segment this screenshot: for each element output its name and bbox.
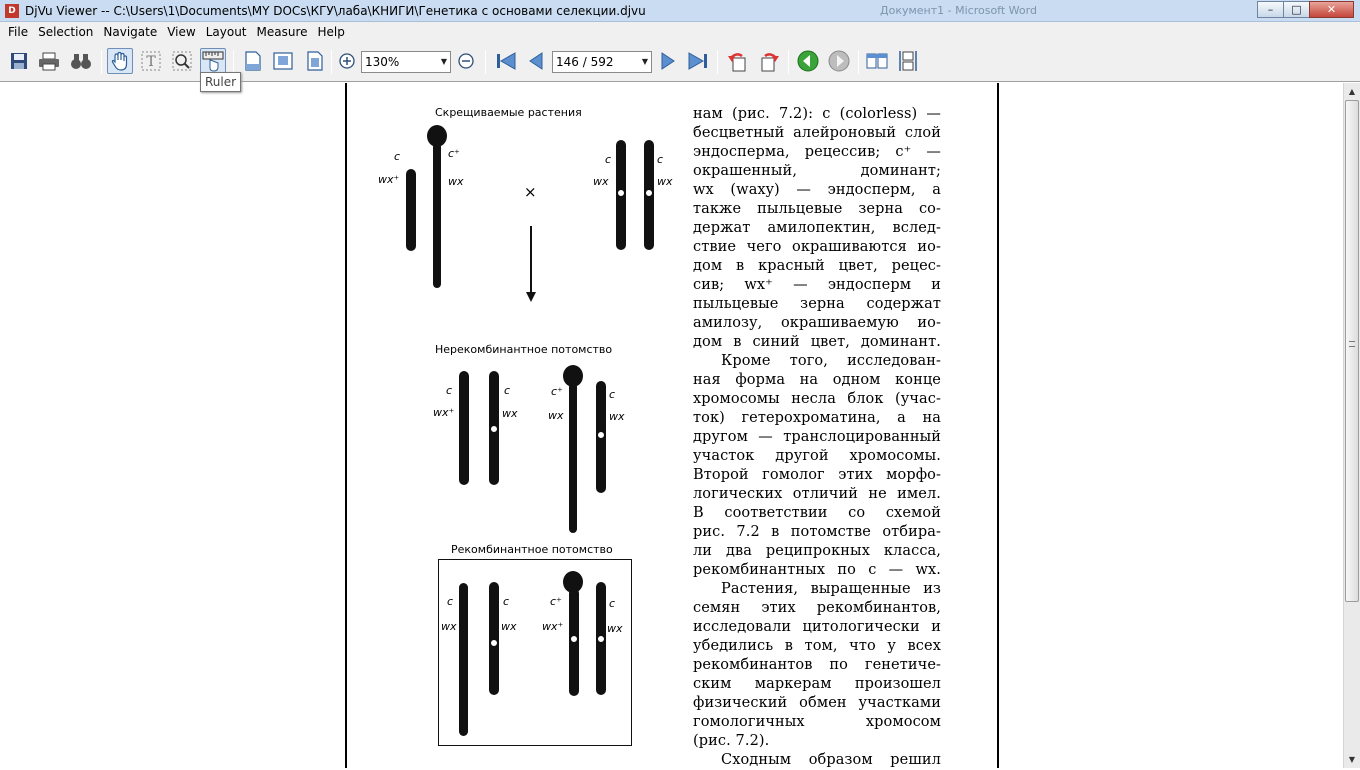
find-button[interactable]	[68, 48, 94, 74]
arrow-up-icon: ▲	[1348, 87, 1356, 96]
toolbar-separator	[101, 50, 102, 74]
centromere	[570, 635, 578, 643]
grip-icon	[1349, 341, 1355, 347]
toolbar-separator	[788, 50, 789, 74]
chevron-down-icon: ▼	[440, 57, 447, 66]
label-c: c	[394, 150, 401, 163]
label-wx: wx	[548, 409, 564, 422]
rotate-left-icon	[727, 50, 749, 72]
text-line: ная форма на одном конце	[693, 372, 941, 388]
ruler-tooltip: Ruler	[200, 72, 241, 92]
rotate-left-button[interactable]	[725, 48, 751, 74]
forward-button[interactable]	[826, 48, 852, 74]
hand-tool-button[interactable]	[107, 48, 133, 74]
text-line: ствие чего окрашиваются ио-	[693, 239, 941, 255]
text-select-button[interactable]	[138, 48, 164, 74]
printer-icon	[38, 51, 60, 71]
cross-symbol: ×	[524, 183, 537, 201]
toolbar-separator	[858, 50, 859, 74]
last-page-button[interactable]	[685, 48, 711, 74]
label-wx: wx	[657, 175, 673, 188]
figure-title-nonrecombinant: Нерекомбинантное потомство	[435, 343, 613, 356]
label-c-plus: c⁺	[551, 385, 563, 398]
continuous-layout-button[interactable]	[895, 48, 921, 74]
text-line: дом в синий цвет, доминант.	[693, 334, 941, 350]
next-page-icon	[658, 51, 678, 71]
minimize-icon: –	[1267, 3, 1274, 16]
back-button[interactable]	[795, 48, 821, 74]
first-page-button[interactable]	[493, 48, 519, 74]
zoom-in-button[interactable]	[334, 48, 360, 74]
figure-title-cross: Скрещиваемые растения	[435, 106, 582, 119]
text-line: хромосомы несла блок (учас-	[693, 391, 941, 407]
text-line: нам (рис. 7.2): c (colorless) —	[693, 106, 941, 122]
menu-bar	[0, 22, 1360, 42]
title-bar	[0, 0, 1360, 22]
zoom-out-icon	[457, 52, 475, 70]
zoom-combobox[interactable]	[361, 51, 451, 73]
text-line: Сходным образом решил	[721, 752, 941, 768]
label-wx: wx	[607, 622, 623, 635]
hand-icon	[110, 51, 130, 71]
text-line: Второй гомолог этих морфо-	[693, 467, 941, 483]
actual-size-button[interactable]	[301, 48, 327, 74]
centromere	[597, 635, 605, 643]
text-line: ли два реципрокных класса,	[693, 543, 941, 559]
centromere	[597, 431, 605, 439]
label-c: c	[446, 384, 453, 397]
menu-selection[interactable]: Selection	[38, 25, 94, 39]
maximize-button[interactable]	[1283, 1, 1310, 18]
toolbar-separator	[331, 50, 332, 74]
centromere	[645, 189, 653, 197]
fit-width-button[interactable]	[239, 48, 265, 74]
print-button[interactable]	[36, 48, 62, 74]
text-line: дом в красный цвет, рецес-	[693, 258, 941, 274]
djvu-app-icon: D	[5, 4, 19, 18]
fit-page-button[interactable]	[270, 48, 296, 74]
ruler-icon	[202, 50, 224, 72]
save-icon	[9, 51, 29, 71]
label-wx: wx	[501, 620, 517, 633]
text-line: Растения, выращенные из	[721, 581, 941, 597]
label-c: c	[503, 595, 510, 608]
label-wx: wx	[502, 407, 518, 420]
ruler-tool-button[interactable]	[200, 48, 226, 74]
chromosome	[433, 143, 441, 288]
centromere	[490, 425, 498, 433]
scroll-up-button[interactable]	[1344, 83, 1360, 100]
label-c: c	[609, 388, 616, 401]
label-c: c	[605, 153, 612, 166]
label-c-plus: c⁺	[550, 595, 562, 608]
arrow-shaft	[530, 226, 532, 294]
label-wx-plus: wx⁺	[378, 173, 400, 186]
text-line: гомологичных хромосом	[693, 714, 941, 730]
figure-title-recombinant: Рекомбинантное потомство	[451, 543, 613, 556]
menu-file[interactable]: File	[8, 25, 29, 39]
next-page-button[interactable]	[655, 48, 681, 74]
text-line: (рис. 7.2).	[693, 733, 770, 749]
text-line: рис. 7.2 в потомстве отбира-	[693, 524, 941, 540]
zoom-select-button[interactable]	[169, 48, 195, 74]
centromere	[490, 639, 498, 647]
page-layout-button[interactable]	[864, 48, 890, 74]
background-window-title: Документ1 - Microsoft Word	[880, 4, 1037, 17]
text-line: ток) гетерохроматина, а на	[693, 410, 941, 426]
menu-layout[interactable]: Layout	[205, 25, 247, 39]
label-wx-plus: wx⁺	[542, 620, 564, 633]
text-line: участок другой хромосомы.	[693, 448, 941, 464]
first-page-icon	[495, 51, 517, 71]
label-wx-plus: wx⁺	[433, 406, 455, 419]
chevron-down-icon: ▼	[641, 57, 648, 66]
text-line: ским маркерам произошел	[693, 676, 941, 692]
previous-page-button[interactable]	[523, 48, 549, 74]
close-icon: ✕	[1326, 3, 1337, 16]
chromosome	[459, 371, 469, 485]
text-line: В соответствии со схемой	[693, 505, 941, 521]
chromosome	[406, 169, 416, 251]
rotate-right-icon	[758, 50, 780, 72]
label-wx: wx	[593, 175, 609, 188]
text-line: бесцветный алейроновый слой	[693, 125, 941, 141]
text-line: физический обмен участками	[693, 695, 941, 711]
centromere	[617, 189, 625, 197]
arrow-down-icon	[526, 292, 536, 302]
svg-text:T: T	[146, 54, 156, 70]
text-line: держат амилопектин, вслед-	[693, 220, 941, 236]
toolbar-separator	[717, 50, 718, 74]
last-page-icon	[687, 51, 709, 71]
page-combobox[interactable]	[552, 51, 652, 73]
forward-arrow-icon	[828, 50, 850, 72]
label-c: c	[609, 597, 616, 610]
zoom-in-icon	[338, 52, 356, 70]
chromosome	[459, 583, 468, 736]
toolbar-separator	[233, 50, 234, 74]
label-wx: wx	[448, 175, 464, 188]
continuous-pages-icon	[898, 50, 918, 72]
menu-navigate[interactable]: Navigate	[103, 25, 158, 39]
scroll-down-button[interactable]	[1344, 751, 1360, 768]
text-line: другом — транслоцированный	[693, 429, 941, 445]
back-arrow-icon	[797, 50, 819, 72]
text-line: исследовали цитологически и	[693, 619, 941, 635]
text-line: wx (waxy) — эндосперм, а	[693, 182, 941, 198]
arrow-down-icon: ▼	[1348, 755, 1356, 764]
close-button[interactable]	[1309, 1, 1354, 18]
menu-help[interactable]: Help	[317, 25, 345, 39]
page-fit-width-icon	[242, 50, 262, 72]
window-controls	[1258, 1, 1354, 18]
text-line: логических отличий не имел.	[693, 486, 941, 502]
binoculars-icon	[70, 51, 92, 71]
text-line: амилозу, окрашиваемую ио-	[693, 315, 941, 331]
text-line: сив; wx⁺ — эндосперм и	[693, 277, 941, 293]
page-fit-page-icon	[272, 50, 294, 72]
text-line: Кроме того, исследован-	[721, 353, 941, 369]
zoom-value: 130%	[365, 55, 400, 69]
minimize-button[interactable]	[1257, 1, 1284, 18]
zoom-out-button[interactable]	[453, 48, 479, 74]
toolbar-separator	[485, 50, 486, 74]
two-page-icon	[866, 51, 888, 71]
text-line: рекомбинантов по генетиче-	[693, 657, 941, 673]
chromosome	[569, 383, 577, 533]
rotate-right-button[interactable]	[756, 48, 782, 74]
label-c: c	[504, 384, 511, 397]
label-c: c	[657, 153, 664, 166]
text-column	[693, 105, 941, 770]
vertical-scrollbar[interactable]	[1343, 83, 1360, 768]
save-button[interactable]	[6, 48, 32, 74]
text-select-icon	[141, 51, 161, 71]
text-line: убедились в том, что у всех	[693, 638, 941, 654]
djvu-page	[345, 83, 999, 768]
previous-page-icon	[526, 51, 546, 71]
scrollbar-thumb[interactable]	[1345, 100, 1359, 602]
magnifier-select-icon	[172, 51, 192, 71]
text-line: эндосперма, рецессив; c⁺ —	[693, 144, 941, 160]
label-c: c	[447, 595, 454, 608]
window-title: DjVu Viewer -- C:\Users\1\Documents\MY DOCs\КГУ\лаба\КНИГИ\Генетика с основами селекции.djvu	[25, 3, 646, 18]
menu-view[interactable]: View	[167, 25, 196, 39]
text-line: также пыльцевые зерна со-	[693, 201, 941, 217]
page-actual-size-icon	[304, 50, 324, 72]
document-view[interactable]	[0, 83, 1343, 768]
label-wx: wx	[609, 410, 625, 423]
text-line: рекомбинантных по c — wx.	[693, 562, 941, 578]
label-c-plus: c⁺	[448, 147, 460, 160]
text-line: пыльцевые зерна содержат	[693, 296, 941, 312]
menu-measure[interactable]: Measure	[256, 25, 308, 39]
text-line: окрашенный, доминант;	[693, 163, 941, 179]
maximize-icon: □	[1291, 3, 1302, 16]
text-line: семян этих рекомбинантов,	[693, 600, 941, 616]
page-number: 146 / 592	[556, 55, 614, 69]
label-wx: wx	[441, 620, 457, 633]
